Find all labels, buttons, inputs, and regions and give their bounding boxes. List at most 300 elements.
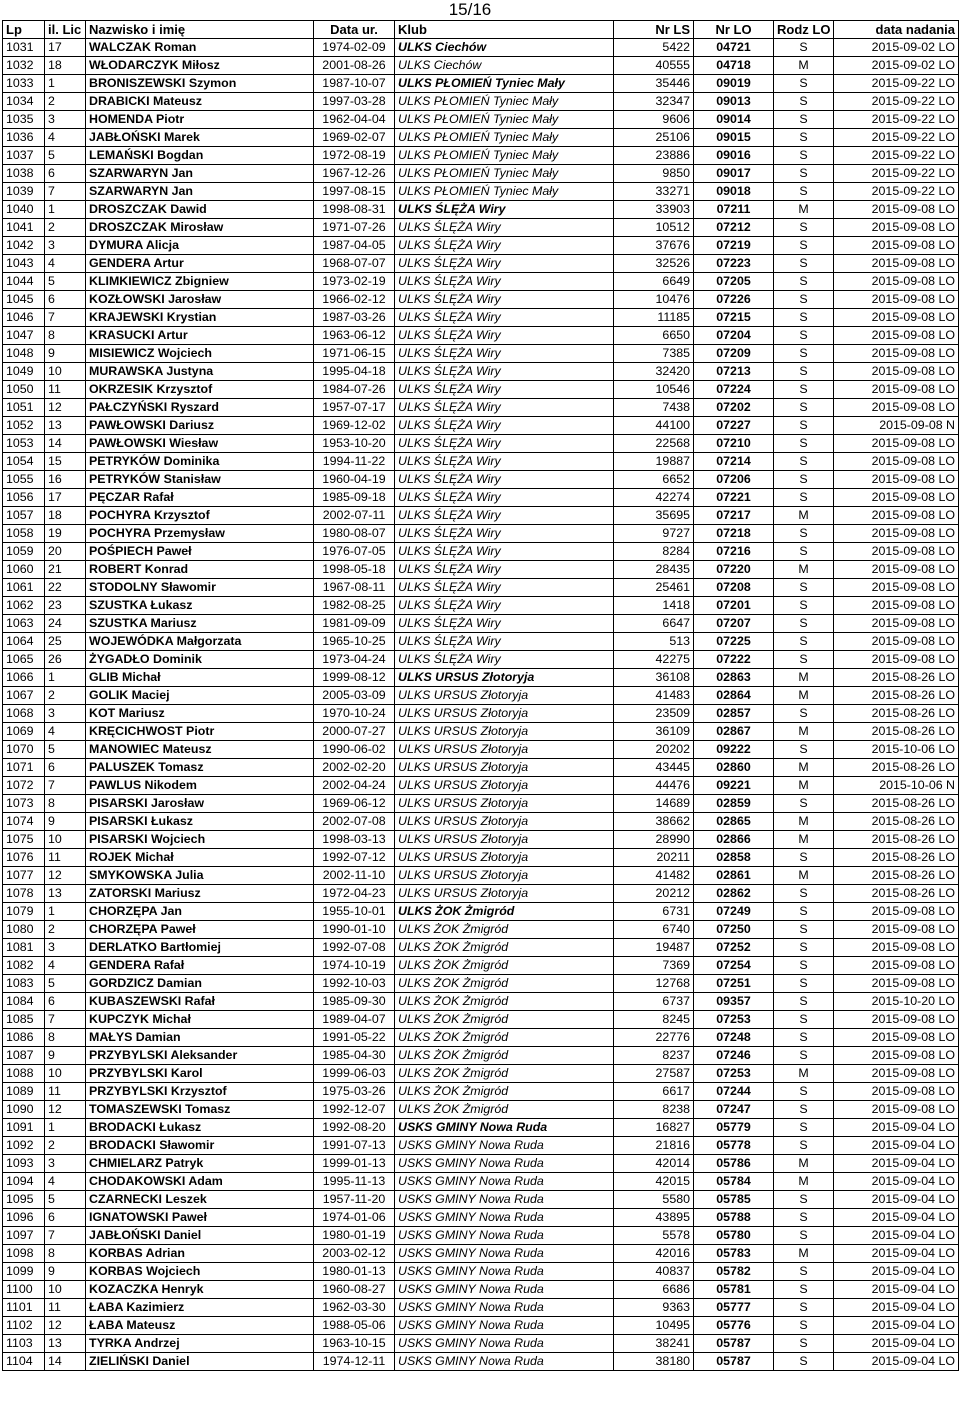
cell-lp: 1094	[3, 1173, 45, 1191]
table-row	[3, 381, 959, 399]
cell-rodz-lo: S	[774, 993, 834, 1011]
cell-il-lic: 2	[45, 93, 86, 111]
cell-issue-date: 2015-08-26 LO	[834, 885, 959, 903]
cell-rodz-lo: S	[774, 1119, 834, 1137]
table-body	[3, 39, 959, 1371]
cell-nr-ls: 8238	[614, 1101, 694, 1119]
cell-issue-date: 2015-09-08 LO	[834, 1101, 959, 1119]
table-row	[3, 939, 959, 957]
table-row	[3, 741, 959, 759]
cell-birth-date: 1980-08-07	[314, 525, 395, 543]
cell-il-lic: 24	[45, 615, 86, 633]
cell-lp: 1058	[3, 525, 45, 543]
cell-il-lic: 11	[45, 381, 86, 399]
cell-nr-lo: 07246	[694, 1047, 774, 1065]
table-row	[3, 1281, 959, 1299]
cell-nr-lo: 07217	[694, 507, 774, 525]
cell-il-lic: 5	[45, 147, 86, 165]
cell-birth-date: 1980-01-13	[314, 1263, 395, 1281]
table-row	[3, 579, 959, 597]
cell-issue-date: 2015-09-22 LO	[834, 111, 959, 129]
cell-birth-date: 1957-11-20	[314, 1191, 395, 1209]
cell-club: USKS GMINY Nowa Ruda	[395, 1209, 614, 1227]
table-row	[3, 705, 959, 723]
table-row	[3, 957, 959, 975]
table-row	[3, 1299, 959, 1317]
cell-lp: 1083	[3, 975, 45, 993]
cell-rodz-lo: S	[774, 1281, 834, 1299]
cell-club: ULKS ŚLĘŻA Wiry	[395, 615, 614, 633]
cell-name: MAŁYS Damian	[86, 1029, 314, 1047]
cell-nr-lo: 07227	[694, 417, 774, 435]
cell-rodz-lo: M	[774, 867, 834, 885]
cell-issue-date: 2015-08-26 LO	[834, 705, 959, 723]
table-row	[3, 1317, 959, 1335]
cell-birth-date: 1998-05-18	[314, 561, 395, 579]
cell-birth-date: 1957-07-17	[314, 399, 395, 417]
cell-nr-lo: 05781	[694, 1281, 774, 1299]
cell-il-lic: 7	[45, 183, 86, 201]
cell-issue-date: 2015-09-22 LO	[834, 183, 959, 201]
cell-lp: 1100	[3, 1281, 45, 1299]
cell-birth-date: 1992-08-20	[314, 1119, 395, 1137]
cell-club: ULKS ŚLĘŻA Wiry	[395, 309, 614, 327]
table-row	[3, 1029, 959, 1047]
cell-rodz-lo: S	[774, 525, 834, 543]
cell-lp: 1091	[3, 1119, 45, 1137]
cell-il-lic: 10	[45, 363, 86, 381]
cell-club: USKS GMINY Nowa Ruda	[395, 1245, 614, 1263]
cell-name: PRZYBYLSKI Krzysztof	[86, 1083, 314, 1101]
cell-name: ŁABA Kazimierz	[86, 1299, 314, 1317]
cell-lp: 1095	[3, 1191, 45, 1209]
cell-name: SZUSTKA Łukasz	[86, 597, 314, 615]
table-row	[3, 417, 959, 435]
cell-issue-date: 2015-09-08 LO	[834, 651, 959, 669]
cell-club: ULKS ŚLĘŻA Wiry	[395, 273, 614, 291]
table-row	[3, 1191, 959, 1209]
cell-club: ULKS ŻOK Żmigród	[395, 1083, 614, 1101]
cell-issue-date: 2015-09-04 LO	[834, 1353, 959, 1371]
cell-nr-ls: 41482	[614, 867, 694, 885]
cell-issue-date: 2015-09-04 LO	[834, 1299, 959, 1317]
table-row	[3, 921, 959, 939]
cell-name: DRABICKI Mateusz	[86, 93, 314, 111]
table-row	[3, 867, 959, 885]
cell-lp: 1069	[3, 723, 45, 741]
cell-birth-date: 1989-04-07	[314, 1011, 395, 1029]
cell-rodz-lo: M	[774, 669, 834, 687]
cell-il-lic: 25	[45, 633, 86, 651]
cell-rodz-lo: S	[774, 309, 834, 327]
cell-il-lic: 6	[45, 165, 86, 183]
cell-lp: 1054	[3, 453, 45, 471]
cell-birth-date: 1997-03-28	[314, 93, 395, 111]
cell-nr-ls: 5578	[614, 1227, 694, 1245]
cell-issue-date: 2015-09-08 LO	[834, 561, 959, 579]
cell-lp: 1103	[3, 1335, 45, 1353]
cell-club: ULKS URSUS Złotoryja	[395, 723, 614, 741]
cell-nr-lo: 02862	[694, 885, 774, 903]
cell-nr-ls: 25106	[614, 129, 694, 147]
cell-rodz-lo: S	[774, 849, 834, 867]
cell-birth-date: 1982-08-25	[314, 597, 395, 615]
cell-rodz-lo: S	[774, 75, 834, 93]
cell-birth-date: 1998-03-13	[314, 831, 395, 849]
cell-nr-lo: 04721	[694, 39, 774, 57]
cell-nr-lo: 07252	[694, 939, 774, 957]
cell-il-lic: 7	[45, 309, 86, 327]
cell-nr-ls: 42275	[614, 651, 694, 669]
cell-club: ULKS URSUS Złotoryja	[395, 885, 614, 903]
cell-il-lic: 14	[45, 435, 86, 453]
cell-rodz-lo: M	[774, 201, 834, 219]
cell-nr-lo: 09015	[694, 129, 774, 147]
cell-club: ULKS ŚLĘŻA Wiry	[395, 525, 614, 543]
cell-nr-ls: 35695	[614, 507, 694, 525]
cell-nr-ls: 6737	[614, 993, 694, 1011]
cell-nr-lo: 05787	[694, 1335, 774, 1353]
cell-name: OKRZESIK Krzysztof	[86, 381, 314, 399]
cell-rodz-lo: S	[774, 327, 834, 345]
cell-issue-date: 2015-09-08 LO	[834, 1047, 959, 1065]
cell-nr-ls: 41483	[614, 687, 694, 705]
cell-rodz-lo: M	[774, 57, 834, 75]
cell-club: ULKS URSUS Złotoryja	[395, 705, 614, 723]
cell-nr-ls: 11185	[614, 309, 694, 327]
cell-name: POCHYRA Krzysztof	[86, 507, 314, 525]
cell-rodz-lo: S	[774, 417, 834, 435]
cell-lp: 1053	[3, 435, 45, 453]
cell-rodz-lo: S	[774, 273, 834, 291]
cell-lp: 1097	[3, 1227, 45, 1245]
cell-birth-date: 1985-09-18	[314, 489, 395, 507]
cell-issue-date: 2015-09-08 LO	[834, 507, 959, 525]
cell-birth-date: 2002-04-24	[314, 777, 395, 795]
cell-issue-date: 2015-09-22 LO	[834, 129, 959, 147]
cell-lp: 1086	[3, 1029, 45, 1047]
cell-il-lic: 6	[45, 1209, 86, 1227]
cell-name: MANOWIEC Mateusz	[86, 741, 314, 759]
cell-il-lic: 5	[45, 741, 86, 759]
cell-name: ZIELIŃSKI Daniel	[86, 1353, 314, 1371]
cell-nr-ls: 8245	[614, 1011, 694, 1029]
cell-lp: 1072	[3, 777, 45, 795]
cell-birth-date: 1962-04-04	[314, 111, 395, 129]
cell-club: ULKS ŚLĘŻA Wiry	[395, 579, 614, 597]
cell-birth-date: 1999-06-03	[314, 1065, 395, 1083]
cell-issue-date: 2015-09-08 LO	[834, 597, 959, 615]
cell-nr-lo: 02857	[694, 705, 774, 723]
cell-nr-ls: 33903	[614, 201, 694, 219]
cell-name: PRZYBYLSKI Karol	[86, 1065, 314, 1083]
cell-club: USKS GMINY Nowa Ruda	[395, 1299, 614, 1317]
cell-nr-lo: 07215	[694, 309, 774, 327]
cell-il-lic: 2	[45, 1137, 86, 1155]
table-row	[3, 273, 959, 291]
cell-club: ULKS ŻOK Żmigród	[395, 903, 614, 921]
cell-lp: 1074	[3, 813, 45, 831]
cell-lp: 1066	[3, 669, 45, 687]
cell-rodz-lo: S	[774, 255, 834, 273]
cell-nr-ls: 32526	[614, 255, 694, 273]
table-row	[3, 1083, 959, 1101]
cell-rodz-lo: S	[774, 633, 834, 651]
cell-issue-date: 2015-09-08 LO	[834, 309, 959, 327]
cell-rodz-lo: M	[774, 1155, 834, 1173]
cell-rodz-lo: M	[774, 1173, 834, 1191]
cell-issue-date: 2015-09-04 LO	[834, 1227, 959, 1245]
cell-issue-date: 2015-09-08 LO	[834, 1029, 959, 1047]
table-row	[3, 399, 959, 417]
cell-birth-date: 1967-12-26	[314, 165, 395, 183]
cell-club: USKS GMINY Nowa Ruda	[395, 1191, 614, 1209]
cell-birth-date: 1987-10-07	[314, 75, 395, 93]
cell-lp: 1104	[3, 1353, 45, 1371]
cell-il-lic: 17	[45, 489, 86, 507]
table-row	[3, 795, 959, 813]
cell-lp: 1046	[3, 309, 45, 327]
cell-name: GENDERA Rafał	[86, 957, 314, 975]
cell-name: GORDZICZ Damian	[86, 975, 314, 993]
cell-birth-date: 1988-05-06	[314, 1317, 395, 1335]
cell-birth-date: 1995-04-18	[314, 363, 395, 381]
cell-name: DROSZCZAK Mirosław	[86, 219, 314, 237]
cell-name: IGNATOWSKI Paweł	[86, 1209, 314, 1227]
cell-club: ULKS URSUS Złotoryja	[395, 867, 614, 885]
cell-issue-date: 2015-09-04 LO	[834, 1137, 959, 1155]
table-row	[3, 39, 959, 57]
cell-club: USKS GMINY Nowa Ruda	[395, 1317, 614, 1335]
cell-issue-date: 2015-08-26 LO	[834, 795, 959, 813]
cell-club: ULKS ŚLĘŻA Wiry	[395, 435, 614, 453]
cell-issue-date: 2015-09-08 LO	[834, 921, 959, 939]
cell-nr-ls: 6617	[614, 1083, 694, 1101]
cell-il-lic: 12	[45, 399, 86, 417]
cell-rodz-lo: S	[774, 975, 834, 993]
cell-name: KUPCZYK Michał	[86, 1011, 314, 1029]
cell-name: WALCZAK Roman	[86, 39, 314, 57]
cell-birth-date: 1990-01-10	[314, 921, 395, 939]
cell-birth-date: 1975-03-26	[314, 1083, 395, 1101]
cell-name: BRODACKI Sławomir	[86, 1137, 314, 1155]
cell-club: ULKS ŻOK Żmigród	[395, 939, 614, 957]
cell-il-lic: 26	[45, 651, 86, 669]
cell-issue-date: 2015-09-08 LO	[834, 957, 959, 975]
cell-nr-ls: 44100	[614, 417, 694, 435]
cell-rodz-lo: S	[774, 1191, 834, 1209]
table-row	[3, 1209, 959, 1227]
cell-name: ŻYGADŁO Dominik	[86, 651, 314, 669]
cell-lp: 1071	[3, 759, 45, 777]
col-header-club: Klub	[395, 21, 614, 39]
cell-birth-date: 1985-04-30	[314, 1047, 395, 1065]
cell-name: SZARWARYN Jan	[86, 183, 314, 201]
cell-il-lic: 22	[45, 579, 86, 597]
cell-birth-date: 1974-10-19	[314, 957, 395, 975]
cell-issue-date: 2015-09-08 LO	[834, 291, 959, 309]
cell-il-lic: 6	[45, 759, 86, 777]
cell-rodz-lo: S	[774, 1263, 834, 1281]
cell-birth-date: 2002-11-10	[314, 867, 395, 885]
cell-name: PĘCZAR Rafał	[86, 489, 314, 507]
cell-rodz-lo: M	[774, 759, 834, 777]
cell-issue-date: 2015-09-08 LO	[834, 615, 959, 633]
cell-rodz-lo: S	[774, 237, 834, 255]
table-row	[3, 435, 959, 453]
cell-birth-date: 1971-06-15	[314, 345, 395, 363]
cell-rodz-lo: S	[774, 363, 834, 381]
cell-rodz-lo: S	[774, 453, 834, 471]
cell-rodz-lo: S	[774, 111, 834, 129]
cell-il-lic: 4	[45, 255, 86, 273]
cell-issue-date: 2015-09-08 LO	[834, 399, 959, 417]
cell-name: ROBERT Konrad	[86, 561, 314, 579]
cell-issue-date: 2015-09-08 LO	[834, 471, 959, 489]
cell-il-lic: 10	[45, 1281, 86, 1299]
cell-il-lic: 16	[45, 471, 86, 489]
cell-rodz-lo: S	[774, 1335, 834, 1353]
col-header-nr-lo: Nr LO	[694, 21, 774, 39]
cell-lp: 1057	[3, 507, 45, 525]
cell-name: PAŁCZYŃSKI Ryszard	[86, 399, 314, 417]
cell-club: ULKS ŚLĘŻA Wiry	[395, 345, 614, 363]
table-row	[3, 543, 959, 561]
cell-nr-lo: 07214	[694, 453, 774, 471]
cell-nr-lo: 07209	[694, 345, 774, 363]
cell-name: BRONISZEWSKI Szymon	[86, 75, 314, 93]
cell-club: ULKS ŚLĘŻA Wiry	[395, 381, 614, 399]
cell-issue-date: 2015-09-04 LO	[834, 1209, 959, 1227]
license-table	[2, 20, 959, 1371]
cell-club: ULKS ŻOK Żmigród	[395, 1029, 614, 1047]
cell-issue-date: 2015-08-26 LO	[834, 723, 959, 741]
cell-nr-ls: 38662	[614, 813, 694, 831]
cell-il-lic: 7	[45, 1227, 86, 1245]
cell-issue-date: 2015-08-26 LO	[834, 759, 959, 777]
cell-rodz-lo: S	[774, 1101, 834, 1119]
cell-club: USKS GMINY Nowa Ruda	[395, 1263, 614, 1281]
cell-club: ULKS ŻOK Żmigród	[395, 1101, 614, 1119]
cell-birth-date: 2002-07-08	[314, 813, 395, 831]
cell-birth-date: 1967-08-11	[314, 579, 395, 597]
cell-il-lic: 11	[45, 1083, 86, 1101]
cell-club: ULKS ŚLĘŻA Wiry	[395, 399, 614, 417]
cell-birth-date: 2002-02-20	[314, 759, 395, 777]
page-number: 15/16	[448, 0, 492, 19]
cell-nr-lo: 09014	[694, 111, 774, 129]
cell-club: ULKS URSUS Złotoryja	[395, 813, 614, 831]
cell-name: ZATORSKI Mariusz	[86, 885, 314, 903]
cell-nr-lo: 07253	[694, 1065, 774, 1083]
cell-birth-date: 1973-02-19	[314, 273, 395, 291]
cell-nr-lo: 07210	[694, 435, 774, 453]
col-header-name: Nazwisko i imię	[86, 21, 314, 39]
table-row	[3, 1353, 959, 1371]
cell-birth-date: 1998-08-31	[314, 201, 395, 219]
cell-nr-ls: 7438	[614, 399, 694, 417]
cell-name: CZARNECKI Leszek	[86, 1191, 314, 1209]
cell-name: DROSZCZAK Dawid	[86, 201, 314, 219]
cell-nr-ls: 20202	[614, 741, 694, 759]
cell-nr-ls: 9606	[614, 111, 694, 129]
cell-nr-ls: 513	[614, 633, 694, 651]
cell-lp: 1065	[3, 651, 45, 669]
table-row	[3, 165, 959, 183]
cell-lp: 1056	[3, 489, 45, 507]
cell-issue-date: 2015-08-26 LO	[834, 849, 959, 867]
cell-il-lic: 4	[45, 1173, 86, 1191]
table-row	[3, 147, 959, 165]
cell-lp: 1043	[3, 255, 45, 273]
col-header-birth-date: Data ur.	[314, 21, 395, 39]
table-row	[3, 651, 959, 669]
cell-il-lic: 8	[45, 327, 86, 345]
table-row	[3, 831, 959, 849]
cell-lp: 1032	[3, 57, 45, 75]
cell-nr-ls: 8284	[614, 543, 694, 561]
cell-nr-ls: 36108	[614, 669, 694, 687]
cell-lp: 1061	[3, 579, 45, 597]
cell-nr-ls: 6652	[614, 471, 694, 489]
cell-nr-lo: 07226	[694, 291, 774, 309]
cell-nr-ls: 10476	[614, 291, 694, 309]
cell-nr-lo: 07254	[694, 957, 774, 975]
cell-birth-date: 1990-06-02	[314, 741, 395, 759]
table-row	[3, 453, 959, 471]
cell-name: KORBAS Adrian	[86, 1245, 314, 1263]
cell-il-lic: 17	[45, 39, 86, 57]
cell-nr-lo: 07208	[694, 579, 774, 597]
cell-nr-lo: 07206	[694, 471, 774, 489]
cell-issue-date: 2015-08-26 LO	[834, 687, 959, 705]
cell-club: ULKS ŚLĘŻA Wiry	[395, 453, 614, 471]
cell-nr-lo: 05787	[694, 1353, 774, 1371]
cell-il-lic: 4	[45, 723, 86, 741]
cell-lp: 1048	[3, 345, 45, 363]
cell-birth-date: 1991-05-22	[314, 1029, 395, 1047]
cell-lp: 1049	[3, 363, 45, 381]
cell-nr-ls: 10546	[614, 381, 694, 399]
cell-club: ULKS URSUS Złotoryja	[395, 831, 614, 849]
cell-nr-lo: 05777	[694, 1299, 774, 1317]
cell-birth-date: 2003-02-12	[314, 1245, 395, 1263]
cell-name: PETRYKÓW Dominika	[86, 453, 314, 471]
cell-nr-ls: 6731	[614, 903, 694, 921]
cell-birth-date: 1968-07-07	[314, 255, 395, 273]
cell-nr-lo: 05786	[694, 1155, 774, 1173]
cell-nr-lo: 07249	[694, 903, 774, 921]
table-row	[3, 777, 959, 795]
cell-rodz-lo: M	[774, 507, 834, 525]
table-row	[3, 1155, 959, 1173]
cell-name: STODOLNY Sławomir	[86, 579, 314, 597]
cell-name: KOZŁOWSKI Jarosław	[86, 291, 314, 309]
cell-nr-ls: 43895	[614, 1209, 694, 1227]
cell-issue-date: 2015-09-04 LO	[834, 1155, 959, 1173]
cell-il-lic: 19	[45, 525, 86, 543]
cell-rodz-lo: S	[774, 921, 834, 939]
cell-issue-date: 2015-10-20 LO	[834, 993, 959, 1011]
cell-nr-ls: 9727	[614, 525, 694, 543]
cell-birth-date: 1976-07-05	[314, 543, 395, 561]
cell-birth-date: 1971-07-26	[314, 219, 395, 237]
cell-nr-lo: 07248	[694, 1029, 774, 1047]
cell-nr-lo: 05785	[694, 1191, 774, 1209]
cell-club: ULKS ŻOK Żmigród	[395, 1065, 614, 1083]
cell-issue-date: 2015-09-02 LO	[834, 57, 959, 75]
col-header-rodz-lo: Rodz LO	[774, 21, 834, 39]
